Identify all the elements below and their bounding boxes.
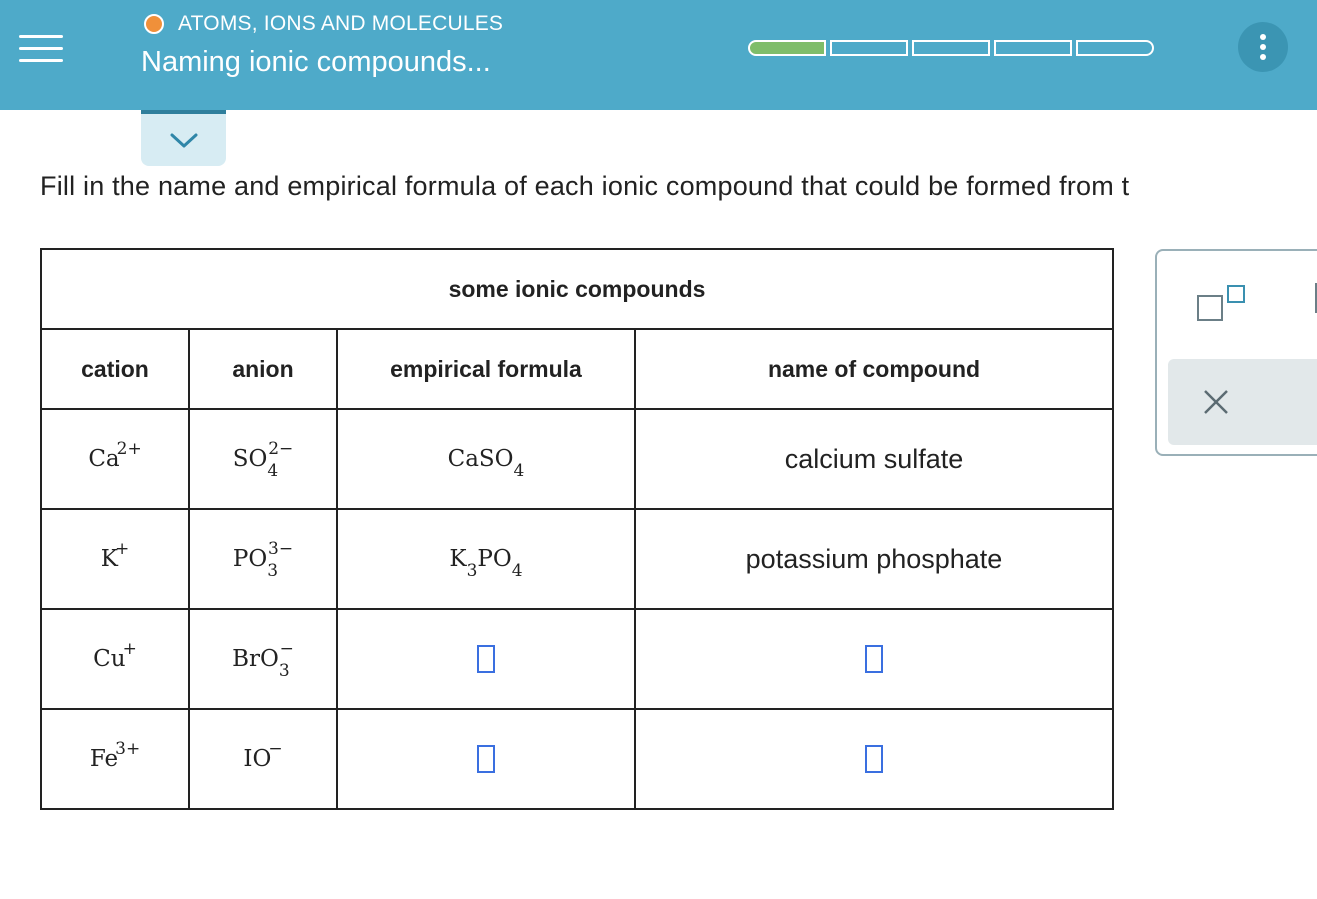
formula-cell <box>337 409 635 509</box>
clear-button[interactable] <box>1168 359 1317 445</box>
anion-symbol: PO <box>232 546 268 572</box>
name-answer-input[interactable] <box>865 645 883 673</box>
anion-subscript: 4 <box>267 461 279 481</box>
compound-name: calcium sulfate <box>784 443 964 474</box>
compound-name: potassium phosphate <box>745 543 1003 574</box>
superscript-box-icon <box>1197 295 1223 321</box>
topic-row <box>144 12 503 36</box>
cation-charge: + <box>122 639 137 659</box>
name-answer-input[interactable] <box>865 745 883 773</box>
cation-charge: + <box>114 539 130 559</box>
progress-segment <box>994 40 1072 56</box>
more-options-button[interactable] <box>1238 22 1288 72</box>
progress-segment <box>1076 40 1154 56</box>
formula-cell <box>337 609 635 709</box>
cation-symbol: Fe <box>89 746 119 772</box>
progress-segment <box>830 40 908 56</box>
table-row <box>41 409 1113 509</box>
x-icon <box>1202 388 1230 416</box>
progress-segment <box>748 40 826 56</box>
anion-charge: 3− <box>268 539 294 559</box>
ionic-compounds-table <box>40 248 1114 810</box>
header-anion: anion <box>189 329 337 409</box>
anion-symbol: IO <box>243 746 272 772</box>
superscript-small-box-icon <box>1227 285 1245 303</box>
anion-cell <box>189 509 337 609</box>
more-dot-icon <box>1260 54 1266 60</box>
table-row <box>41 709 1113 809</box>
anion-cell <box>189 709 337 809</box>
anion-subscript: 3 <box>278 661 290 681</box>
collapse-toggle-button[interactable] <box>141 110 226 166</box>
instruction-text: Fill in the name and empirical formula of each ionic compound that could be formed from t <box>40 171 1130 201</box>
compound-name-cell <box>635 409 1113 509</box>
anion-symbol: SO <box>232 446 268 472</box>
cation-symbol: Ca <box>88 446 120 472</box>
cation-symbol: Cu <box>93 646 126 672</box>
progress-segment <box>912 40 990 56</box>
chevron-down-icon <box>169 132 199 150</box>
table-row <box>41 509 1113 609</box>
menu-button[interactable] <box>0 0 82 96</box>
progress-bar <box>748 40 1154 56</box>
anion-charge: − <box>268 739 283 759</box>
anion-cell <box>189 609 337 709</box>
more-dot-icon <box>1260 44 1266 50</box>
formula-part: PO <box>477 546 512 572</box>
formula-answer-input[interactable] <box>477 745 495 773</box>
hamburger-icon <box>19 26 63 71</box>
anion-charge: − <box>279 639 294 659</box>
cation-cell <box>41 509 189 609</box>
formula-subscript: 4 <box>513 461 525 481</box>
table-caption: some ionic compounds <box>41 249 1113 329</box>
cation-charge: 2+ <box>116 439 142 459</box>
anion-cell <box>189 409 337 509</box>
formula-subscript: 3 <box>466 561 478 581</box>
formula-part: CaSO <box>447 446 514 472</box>
formula-cell <box>337 509 635 609</box>
compound-name-cell <box>635 709 1113 809</box>
topic-label: ATOMS, IONS AND MOLECULES <box>178 12 504 35</box>
formula-cell <box>337 709 635 809</box>
anion-symbol: BrO <box>232 646 279 672</box>
cation-charge: 3+ <box>115 739 141 759</box>
compound-name-cell <box>635 609 1113 709</box>
formula-answer-input[interactable] <box>477 645 495 673</box>
top-bar <box>0 0 1317 110</box>
answer-tools-panel <box>1155 249 1317 456</box>
cation-cell <box>41 609 189 709</box>
topic-status-dot-icon <box>144 14 164 34</box>
page-title: Naming ionic compounds... <box>141 46 491 78</box>
cation-cell <box>41 709 189 809</box>
table-row <box>41 609 1113 709</box>
more-dot-icon <box>1260 34 1266 40</box>
superscript-tool-button[interactable] <box>1197 281 1249 325</box>
header-empirical-formula: empirical formula <box>337 329 635 409</box>
formula-part: K <box>449 546 467 572</box>
header-compound-name: name of compound <box>635 329 1113 409</box>
cation-cell <box>41 409 189 509</box>
header-cation: cation <box>41 329 189 409</box>
cation-symbol: K <box>100 546 118 572</box>
formula-subscript: 4 <box>511 561 523 581</box>
anion-charge: 2− <box>268 439 294 459</box>
compound-name-cell <box>635 509 1113 609</box>
anion-subscript: 3 <box>267 561 279 581</box>
